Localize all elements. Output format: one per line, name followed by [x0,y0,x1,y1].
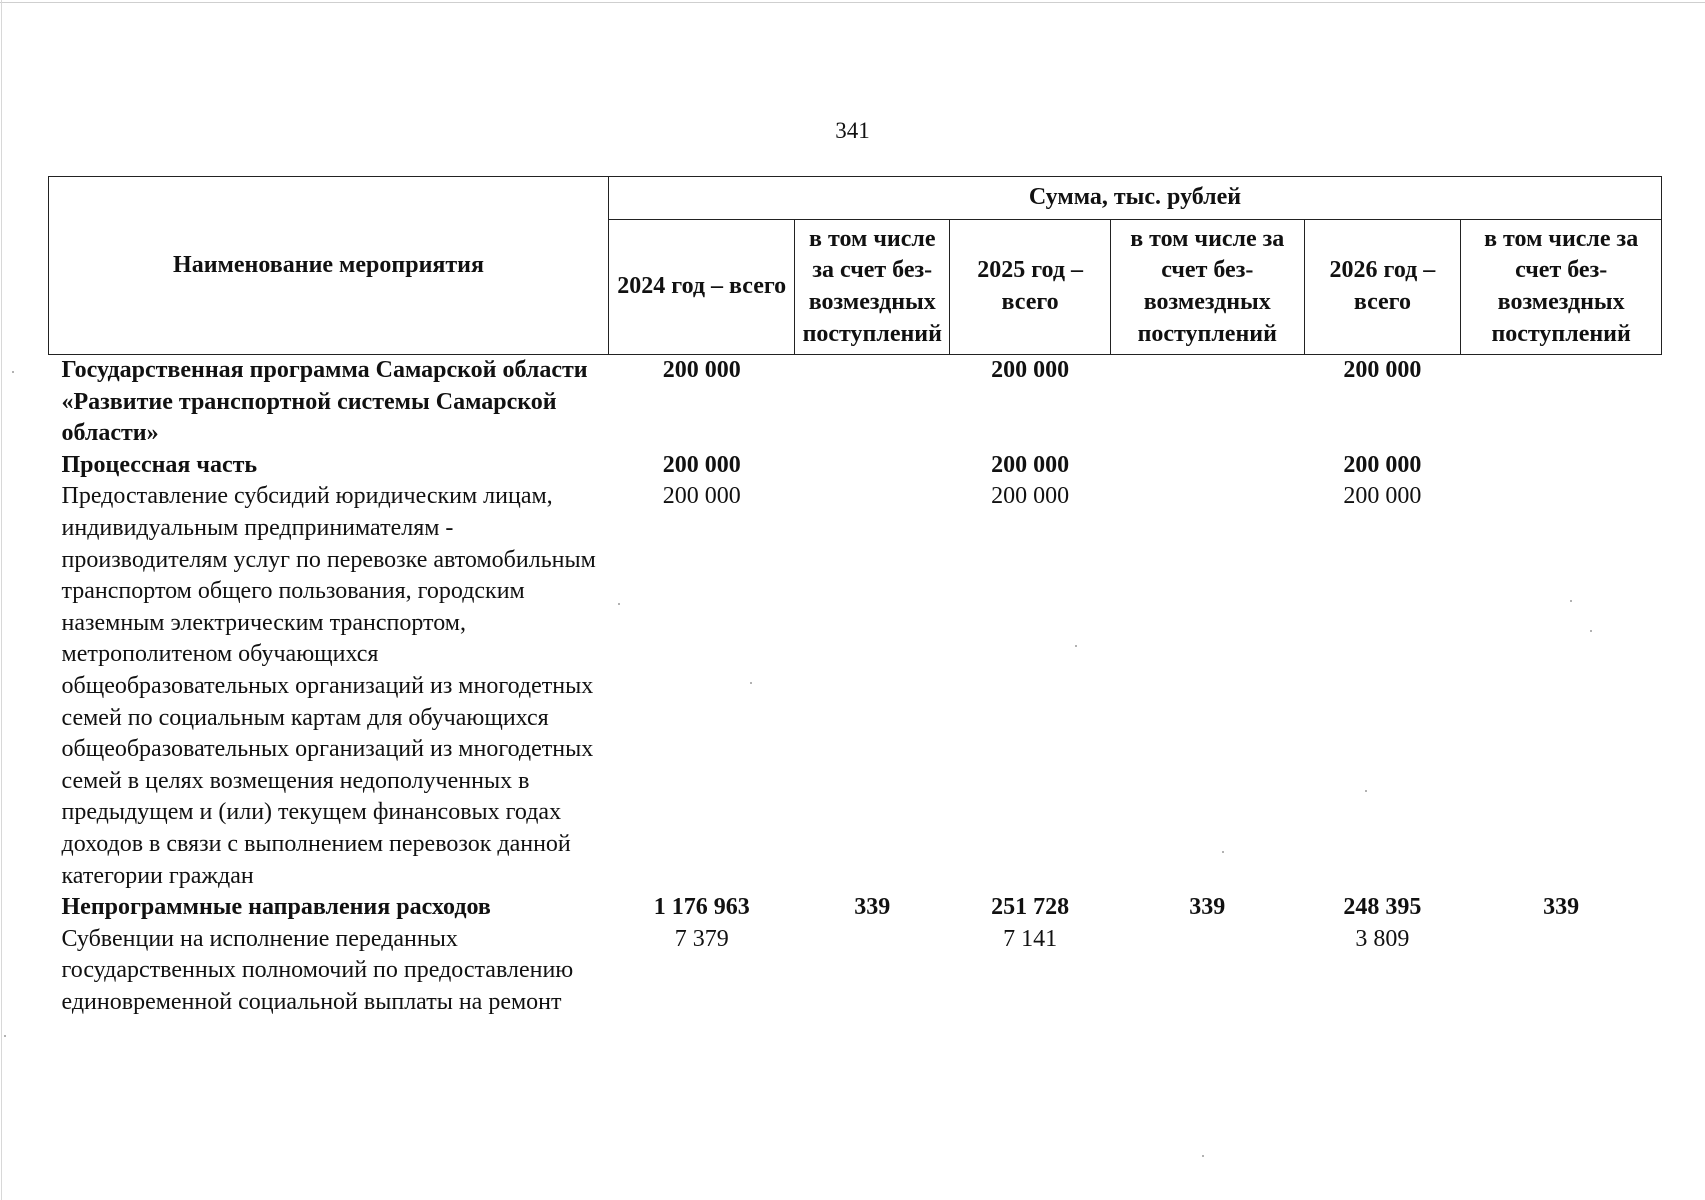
value-2025-gratuitous [1111,481,1304,892]
header-sum-group: Сумма, тыс. рублей [609,177,1662,220]
scan-edge-top [0,2,1705,3]
value-2024-gratuitous [795,355,950,450]
scan-speck [1222,851,1224,853]
value-2025-gratuitous [1111,924,1304,1019]
scan-edge-left [1,0,2,1200]
scan-speck [4,1035,6,1037]
value-2025-total: 251 728 [991,894,1070,921]
value-2026-gratuitous [1461,450,1662,482]
header-2024-gratuitous: в том числе за счет без-возмездных поступлений [795,220,950,355]
page-number: 341 [835,118,870,143]
header-2025-gratuitous: в том числе за счет без-возмездных поступлений [1111,220,1304,355]
value-2025-total: 7 141 [1003,925,1058,952]
table-row [49,355,1662,450]
value-2025-gratuitous [1111,450,1304,482]
value-2026-total: 200 000 [1343,357,1422,383]
header-name-column: Наименование мероприятия [49,177,609,355]
scan-speck [618,603,620,605]
value-2026-total: 200 000 [1343,451,1422,478]
scan-speck [12,371,14,373]
value-2024-total: 200 000 [662,451,741,478]
table-row [49,450,1662,482]
scan-speck [1075,645,1077,647]
value-2024-total: 1 176 963 [653,894,750,921]
row-name: Государственная программа Самарской области «Развитие транспортной системы Самарской области» [61,357,588,447]
value-2025-total: 200 000 [991,357,1070,383]
scan-speck [750,682,752,684]
row-name: Предоставление субсидий юридическим лицам, индивидуальным предпринимателям - производителям услуг по перевозке автомобильным транспортом общего пользования, городским наземным электрическим транспортом, метрополитеном обучающихся общеобразовательных организаций из многодетных семей по социальным картам для обучающихся общеобразовательных организаций из многодетных семей в целях возмещения недополученных в предыдущем и (или) текущем финансовых годах доходов в связи с выполнением перевозок данной категории граждан [61,483,596,889]
budget-table [48,176,1662,1018]
value-2025-gratuitous: 339 [1189,894,1226,921]
table-row [49,924,1662,1019]
value-2025-total: 200 000 [991,451,1070,478]
scan-speck [1365,790,1367,792]
value-2024-gratuitous [795,924,950,1019]
value-2026-total: 200 000 [1343,483,1422,510]
scan-speck [1570,600,1572,602]
value-2024-gratuitous [795,481,950,892]
value-2025-gratuitous [1111,355,1304,450]
value-2026-gratuitous: 339 [1543,894,1580,921]
value-2026-gratuitous [1461,355,1662,450]
header-2026-gratuitous: в том числе за счет без-возмездных поступлений [1461,220,1662,355]
row-name: Субвенции на исполнение переданных государственных полномочий по предоставлению единовременной социальной выплаты на ремонт [61,925,574,1015]
value-2026-gratuitous [1461,481,1662,892]
value-2024-total: 200 000 [662,357,741,383]
scan-speck [1202,1155,1204,1157]
value-2024-gratuitous: 339 [854,894,891,921]
header-2024-total: 2024 год – всего [609,220,795,355]
value-2025-total: 200 000 [991,483,1070,510]
row-name: Процессная часть [61,451,258,478]
header-2026-total: 2026 год – всего [1304,220,1461,355]
value-2026-gratuitous [1461,924,1662,1019]
table-row [49,481,1662,892]
scan-speck [1590,630,1592,632]
value-2026-total: 3 809 [1355,925,1410,952]
value-2024-total: 200 000 [662,483,741,510]
value-2024-gratuitous [795,450,950,482]
table-row [49,892,1662,924]
value-2026-total: 248 395 [1343,894,1422,921]
row-name: Непрограммные направления расходов [61,894,491,921]
value-2024-total: 7 379 [674,925,729,952]
header-2025-total: 2025 год – всего [950,220,1111,355]
